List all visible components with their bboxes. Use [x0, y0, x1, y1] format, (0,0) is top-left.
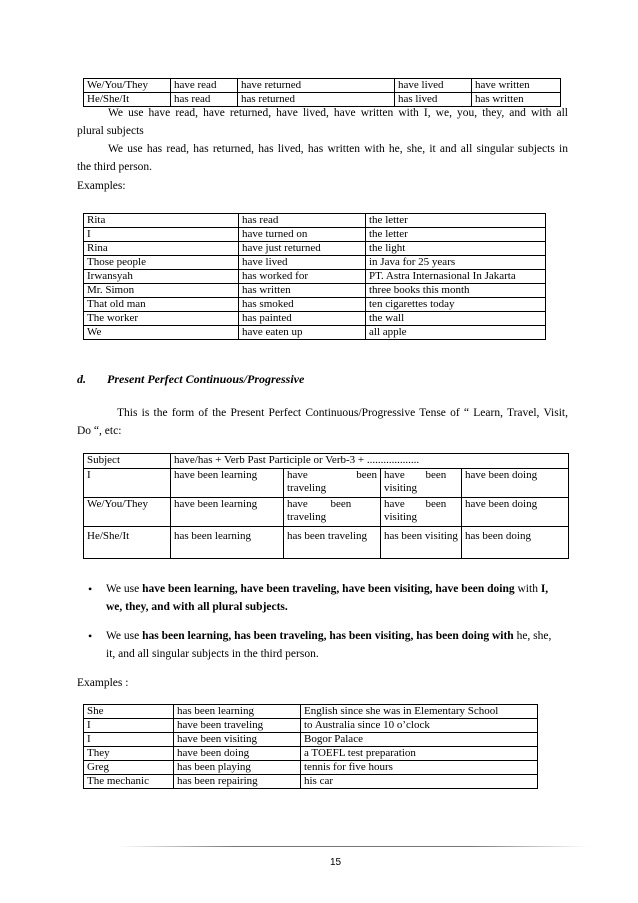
table-cell: has been visiting [381, 527, 462, 559]
table-row [84, 705, 538, 719]
table-cell: I [84, 733, 174, 747]
table-cell: Greg [84, 761, 174, 775]
table-cell: have been doing [462, 469, 569, 498]
table-cell: have been visiting [174, 733, 301, 747]
paragraph-line: plural subjects [77, 125, 144, 137]
bullet-text [106, 580, 568, 598]
table-cell: have been traveling [284, 469, 381, 498]
table-cell: to Australia since 10 o’clock [301, 719, 538, 733]
table-cell: has written [239, 284, 366, 298]
table-row [84, 214, 546, 228]
table-cell: We/You/They [84, 498, 171, 527]
table-cell: has written [472, 93, 561, 107]
table-cell: have returned [238, 79, 395, 93]
table-row [84, 733, 538, 747]
table-cell: She [84, 705, 174, 719]
table-cell: has been playing [174, 761, 301, 775]
table-cell: the letter [366, 228, 546, 242]
table-cell: I [84, 228, 239, 242]
table-cell: We [84, 326, 239, 340]
table-cell: have been traveling [284, 498, 381, 527]
table-cell: the letter [366, 214, 546, 228]
table-row [84, 326, 546, 340]
bullet-text-part: with [514, 583, 541, 595]
table-cell: have turned on [239, 228, 366, 242]
table-cell: his car [301, 775, 538, 789]
table-cell: has painted [239, 312, 366, 326]
table-cell: The worker [84, 312, 239, 326]
bullet-text-bold: has been learning, has been traveling, has been visiting, has been doing with [142, 630, 514, 642]
bullet-text [106, 627, 568, 645]
table-cell: have been doing [462, 498, 569, 527]
table-row [84, 775, 538, 789]
table-cell: have been visiting [381, 469, 462, 498]
table-row [84, 256, 546, 270]
table-cell: has lived [395, 93, 472, 107]
table-row [84, 527, 569, 559]
table-cell: We/You/They [84, 79, 171, 93]
table-row [84, 498, 569, 527]
table-cell: have been visiting [381, 498, 462, 527]
table-row [84, 761, 538, 775]
table-cell: I [84, 469, 171, 498]
table-row [84, 79, 561, 93]
table-row [84, 228, 546, 242]
footer-divider [118, 846, 588, 847]
paragraph-line: Do “, etc: [77, 425, 122, 437]
bullet-text-bold: have been learning, have been traveling, have been visiting, have been doing [142, 583, 515, 595]
table-cell: PT. Astra Internasional In Jakarta [366, 270, 546, 284]
table-row [84, 719, 538, 733]
table-cell: have been traveling [174, 719, 301, 733]
table-cell: have eaten up [239, 326, 366, 340]
table-cell: have/has + Verb Past Participle or Verb-3 + ................... [171, 454, 569, 469]
table-row [84, 747, 538, 761]
table-cell: have lived [239, 256, 366, 270]
bullet-text-line: we, they, and with all plural subjects. [106, 601, 288, 613]
table-row [84, 270, 546, 284]
table-cell: They [84, 747, 174, 761]
table-cell: three books this month [366, 284, 546, 298]
section-letter: d. [77, 372, 86, 386]
paragraph-line: the third person. [77, 161, 153, 173]
table-cell: Rina [84, 242, 239, 256]
verb-forms-table [83, 78, 561, 107]
table-cell: Bogor Palace [301, 733, 538, 747]
bullet-text-part: he, she, [513, 630, 552, 642]
table-cell: Subject [84, 454, 171, 469]
paragraph-line: We use has read, has returned, has lived, has written with he, she, it and all singular subjects in [108, 143, 568, 155]
table-cell: Mr. Simon [84, 284, 239, 298]
table-cell: the wall [366, 312, 546, 326]
table-row [84, 312, 546, 326]
paragraph-line: This is the form of the Present Perfect Continuous/Progressive Tense of “ Learn, Travel, Visit, [117, 407, 568, 419]
table-cell: have just returned [239, 242, 366, 256]
table-row [84, 242, 546, 256]
table-cell: have been doing [174, 747, 301, 761]
table-cell: has been doing [462, 527, 569, 559]
table-cell: He/She/It [84, 527, 171, 559]
page-number: 15 [330, 857, 342, 868]
table-row [84, 454, 569, 469]
bullet-text-bold: I, [540, 583, 549, 595]
table-cell: tennis for five hours [301, 761, 538, 775]
table-cell: has been traveling [284, 527, 381, 559]
table-cell: Rita [84, 214, 239, 228]
table-cell: That old man [84, 298, 239, 312]
table-cell: the light [366, 242, 546, 256]
paragraph-line: We use have read, have returned, have lived, have written with I, we, you, they, and with all [108, 107, 568, 119]
bullet-icon: • [88, 629, 93, 643]
examples-label: Examples : [77, 677, 129, 689]
table-cell: have lived [395, 79, 472, 93]
table-row [84, 469, 569, 498]
examples-table [83, 704, 538, 789]
table-cell: I [84, 719, 174, 733]
table-cell: has returned [238, 93, 395, 107]
table-cell: have written [472, 79, 561, 93]
section-title: Present Perfect Continuous/Progressive [107, 372, 305, 386]
examples-table [83, 213, 546, 340]
bullet-text-part: We use [106, 630, 143, 642]
table-cell: has read [171, 93, 238, 107]
table-cell: have read [171, 79, 238, 93]
table-cell: He/She/It [84, 93, 171, 107]
table-cell: has smoked [239, 298, 366, 312]
table-cell: Those people [84, 256, 239, 270]
form-table [83, 453, 569, 559]
table-cell: has worked for [239, 270, 366, 284]
table-cell: in Java for 25 years [366, 256, 546, 270]
table-cell: The mechanic [84, 775, 174, 789]
table-cell: a TOEFL test preparation [301, 747, 538, 761]
table-row [84, 298, 546, 312]
table-row [84, 284, 546, 298]
table-cell: have been learning [171, 469, 284, 498]
table-cell: ten cigarettes today [366, 298, 546, 312]
table-cell: has read [239, 214, 366, 228]
bullet-icon: • [88, 582, 93, 596]
table-cell: has been learning [174, 705, 301, 719]
table-cell: English since she was in Elementary School [301, 705, 538, 719]
examples-label: Examples: [77, 180, 126, 192]
table-cell: has been learning [171, 527, 284, 559]
table-cell: all apple [366, 326, 546, 340]
table-cell: has been repairing [174, 775, 301, 789]
bullet-text-part: We use [106, 583, 143, 595]
table-cell: have been learning [171, 498, 284, 527]
bullet-text-line: it, and all singular subjects in the third person. [106, 648, 319, 660]
table-cell: Irwansyah [84, 270, 239, 284]
